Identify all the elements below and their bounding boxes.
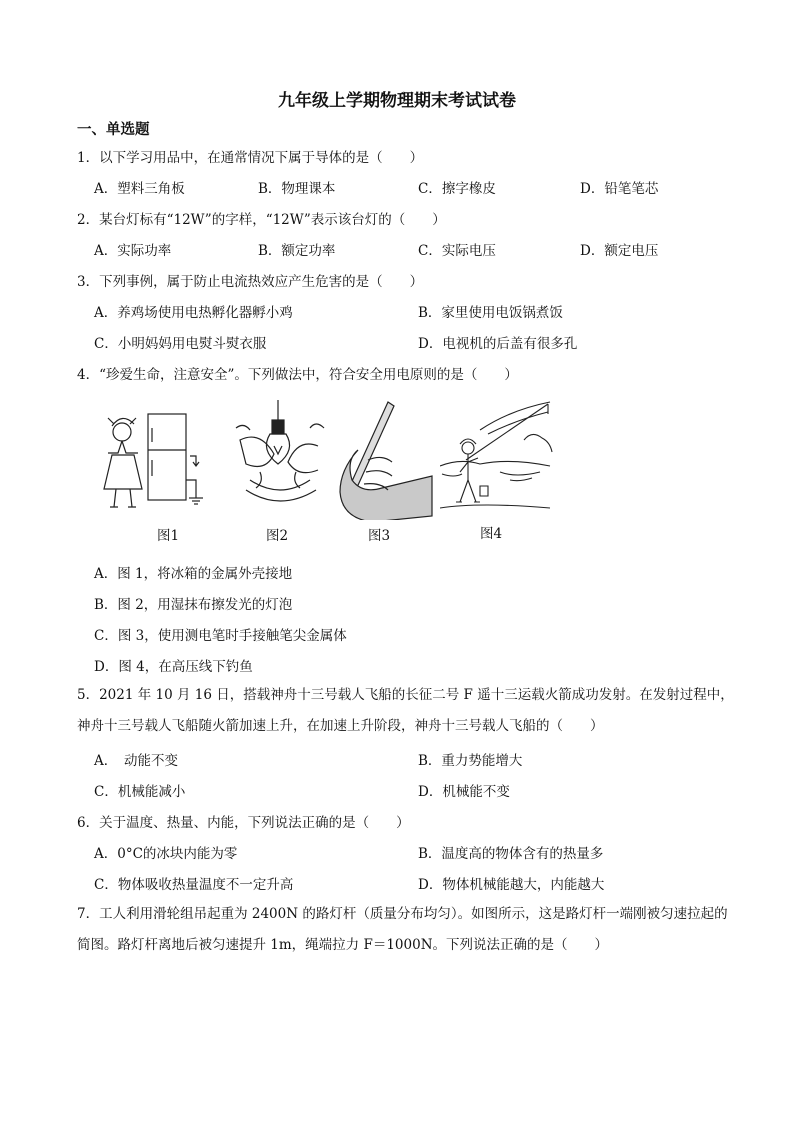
figure-1-caption: 图1 [157,528,180,544]
fridge-grounding-illustration [100,400,205,520]
figure-3-caption: 图3 [368,528,391,544]
q5-option-d: D．机械能不变 [418,784,510,800]
q5-option-c: C．机械能减小 [94,784,186,800]
q2-option-b: B．额定功率 [258,243,336,259]
question-6-stem: 6．关于温度、热量、内能，下列说法正确的是（ ） [77,815,410,831]
section-heading: 一、单选题 [77,122,150,138]
question-2-stem: 2．某台灯标有“12W”的字样，“12W”表示该台灯的（ ） [77,212,446,228]
question-1-stem: 1．以下学习用品中，在通常情况下属于导体的是（ ） [77,150,424,166]
figure-4-caption: 图4 [480,526,503,542]
question-5-stem: 5．2021 年 10 月 16 日，搭载神舟十三号载人飞船的长征二号 F 遥十三运载火箭成功发射。在发射过程中，神舟十三号载人飞船随火箭加速上升，在加速上升阶段，神舟十三号载人飞船的（ ） [77,687,734,734]
q6-option-a: A．0°C的冰块内能为零 [94,846,238,862]
q4-option-a: A．图 1，将冰箱的金属外壳接地 [94,566,293,582]
q6-option-c: C．物体吸收热量温度不一定升高 [94,877,294,893]
wet-cloth-bulb-illustration [230,400,330,520]
test-pen-hand-illustration [328,400,433,520]
question-7-stem: 7．工人利用滑轮组吊起重为 2400N 的路灯杆（质量分布均匀）。如图所示，这是路灯杆一端刚被匀速拉起的简图。路灯杆离地后被匀速提升 1m，绳端拉力 F＝1000N。下列说法正确的是（ ） [77,906,728,953]
q4-option-c: C．图 3，使用测电笔时手接触笔尖金属体 [94,628,347,644]
q2-option-a: A．实际功率 [94,243,172,259]
exam-title: 九年级上学期物理期末考试试卷 [278,91,516,111]
q3-option-c: C．小明妈妈用电熨斗熨衣服 [94,336,267,352]
q5-option-b: B．重力势能增大 [418,753,523,769]
q3-option-d: D．电视机的后盖有很多孔 [418,336,578,352]
q1-option-d: D．铅笔笔芯 [580,181,659,197]
question-3-stem: 3．下列事例，属于防止电流热效应产生危害的是（ ） [77,274,424,290]
q1-option-b: B．物理课本 [258,181,336,197]
q5-option-a: A． 动能不变 [94,753,178,769]
figure-2-caption: 图2 [266,528,289,544]
q1-option-a: A．塑料三角板 [94,181,185,197]
q2-option-d: D．额定电压 [580,243,659,259]
q6-option-b: B．温度高的物体含有的热量多 [418,846,604,862]
q2-option-c: C．实际电压 [418,243,496,259]
q6-option-d: D．物体机械能越大，内能越大 [418,877,605,893]
q1-option-c: C．擦字橡皮 [418,181,496,197]
q4-option-d: D．图 4，在高压线下钓鱼 [94,659,253,675]
question-4-figures [100,400,560,550]
q4-option-b: B．图 2，用湿抹布擦发光的灯泡 [94,597,293,613]
fishing-under-powerline-illustration [440,400,555,520]
q3-option-b: B．家里使用电饭锅煮饭 [418,305,563,321]
q3-option-a: A．养鸡场使用电热孵化器孵小鸡 [94,305,293,321]
question-4-stem: 4．“珍爱生命，注意安全”。下列做法中，符合安全用电原则的是（ ） [77,367,518,383]
